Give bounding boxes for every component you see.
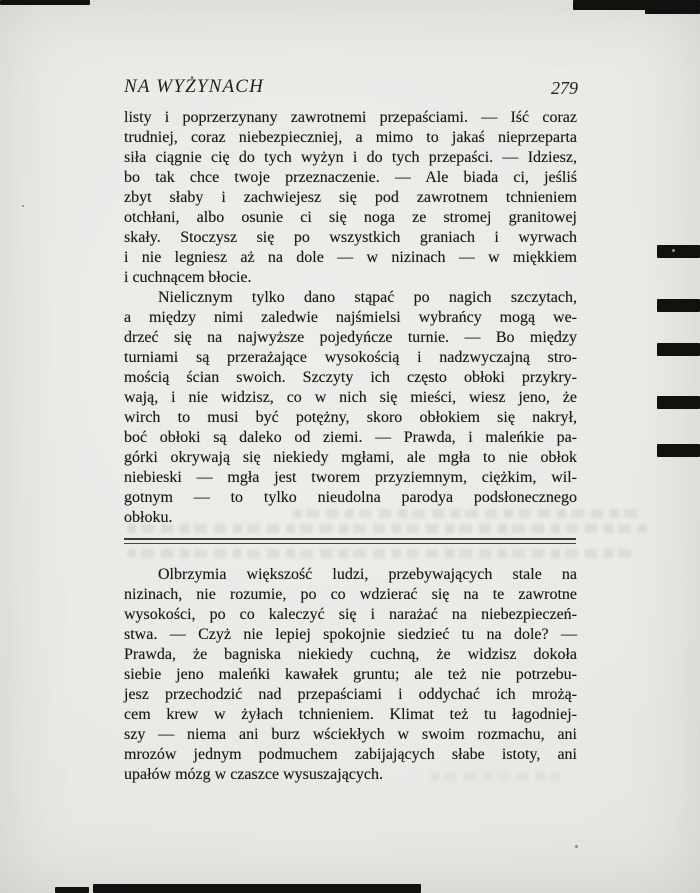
text-line: upałów mózg w czaszce wysuszających.	[124, 766, 383, 783]
text-line: Nielicznym tylko dano stąpać po nagich szczytach,	[158, 289, 577, 306]
paper-speck	[575, 845, 578, 848]
text-line: bo tak chce twoje przeznaczenie. — Ale biada ci, jeśliś	[124, 169, 577, 186]
scan-artifact-right-dash	[657, 343, 700, 356]
text-line: listy i poprzerzynany zawrotnemi przepaściami. — Iść coraz	[124, 109, 577, 126]
text-line: gotnym — to tylko nieudolna parodya podsłonecznego	[124, 489, 577, 506]
text-line: i nie legniesz aż na dole — w nizinach — w miękkiem	[124, 249, 577, 266]
paragraph	[124, 565, 577, 785]
text-line: mrozów jednym podmuchem zabijających słabe istoty, ani	[124, 746, 577, 763]
text-line: nizinach, nie rozumie, po co wdzierać się na te zawrotne	[124, 586, 577, 603]
paragraph	[124, 288, 577, 528]
text-line: Prawda, że bagniska niekiedy cuchną, że widzisz dokoła	[124, 646, 577, 663]
text-line: siła ciągnie cię do tych wyżyn i do tych przepaści. — Idziesz,	[124, 149, 577, 166]
text-line: cem krew w żyłach tchnieniem. Klimat też tu łagodniej-	[124, 706, 577, 723]
text-line: siebie jeno maleńki kawałek gruntu; ale też nie potrzebu-	[124, 666, 577, 683]
scan-artifact-bottom-bar	[93, 884, 421, 893]
scan-artifact-right-dash	[657, 299, 700, 312]
text-line: jesz przechodzić nad przepaściami i oddychać ich mrożą-	[124, 686, 577, 703]
section-divider-double-rule	[124, 538, 576, 544]
text-line: stwa. — Czyż nie lepiej spokojnie siedzieć tu na dole? —	[124, 626, 577, 643]
paragraph	[124, 108, 577, 288]
page-number: 279	[551, 78, 578, 98]
running-title: NA WYŻYNACH	[124, 76, 265, 97]
text-line: trudniej, coraz niebezpieczniej, a mimo to jakaś nieprzeparta	[124, 129, 577, 146]
text-line: niebieski — mgła jest tworem przyziemnym, ciężkim, wil-	[124, 469, 577, 486]
text-line: drzeć się na najwyższe pojedyńcze turnie. — Bo między	[124, 329, 577, 346]
text-line: wirch to musi być potężny, skoro obłokiem się nakrył,	[124, 409, 577, 426]
text-line: otchłani, albo osunie ci się noga ze stromej granitowej	[124, 209, 577, 226]
scan-artifact-top-right-nub	[645, 0, 700, 14]
text-line: wysokości, po co kaleczyć się i narażać na niebezpieczeń-	[124, 606, 577, 623]
paper-speck	[22, 205, 24, 207]
scan-artifact-right-dash	[657, 396, 700, 409]
scan-artifact-right-dash	[657, 444, 700, 457]
text-line: a między nimi zaledwie najśmielsi wybrańcy mogą we-	[124, 309, 577, 326]
scan-artifact-bottom-dash	[55, 887, 89, 893]
paper-speck	[672, 249, 675, 252]
text-line: skały. Stoczysz się po wszystkich graniach i wyrwach	[124, 229, 577, 246]
text-line: zbyt słaby i zachwiejesz się pod zawrotnem tchnieniem	[124, 189, 577, 206]
text-line: górki okrywają się niekiedy mgłami, ale mgła to nie obłok	[124, 449, 577, 466]
text-line: boć obłoki są daleko od ziemi. — Prawda, i maleńkie pa-	[124, 429, 577, 446]
text-line: wają, i nie widzisz, co w nich się mieści, wiesz jeno, że	[124, 389, 577, 406]
page-text-column	[124, 108, 577, 785]
text-line: szy — niema ani burz wściekłych w swoim rozmachu, ani	[124, 726, 577, 743]
text-line: i cuchnącem błocie.	[124, 269, 252, 286]
text-line: Olbrzymia większość ludzi, przebywających stale na	[158, 566, 577, 583]
scan-artifact-right-dash	[657, 245, 700, 258]
text-line: turniami są przerażające wysokością i nadzwyczajną stro-	[124, 349, 577, 366]
text-line: obłoku.	[124, 509, 173, 526]
scan-artifact-top-left-bar	[0, 0, 90, 5]
text-line: mością ścian swoich. Szczyty ich często obłoki przykry-	[124, 369, 577, 386]
